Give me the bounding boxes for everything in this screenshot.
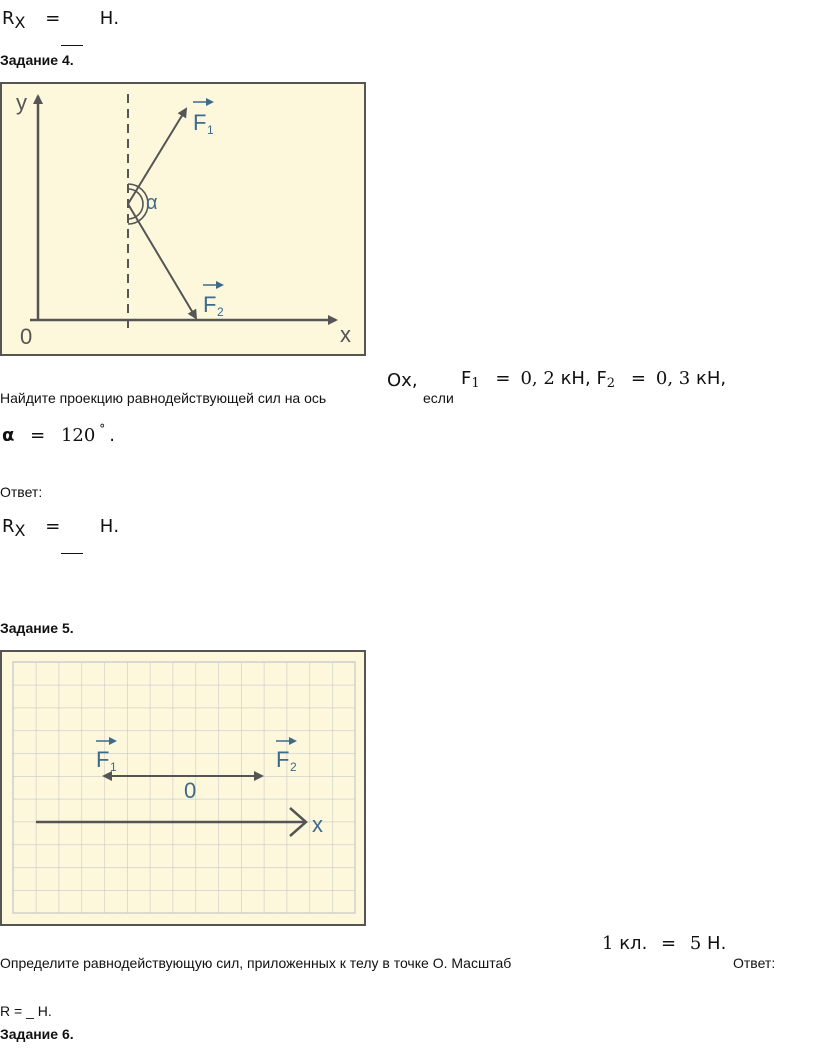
f2-formula-label: F	[596, 368, 607, 389]
task4-figure-frame	[1, 83, 365, 355]
f1-formula-subscript: 1	[471, 376, 480, 391]
task4-if-text: если	[423, 390, 454, 406]
f2-label: F	[276, 747, 290, 772]
task4-question-text: Найдите проекцию равнодействующей сил на ось	[0, 390, 327, 406]
alpha-equals: =	[30, 425, 46, 446]
scale-equals: =	[661, 933, 677, 954]
unit-label: Н.	[99, 8, 120, 29]
task5-question-text: Определите равнодействующую сил, приложенных к телу в точке О. Масштаб	[0, 955, 512, 971]
origin-label: 0	[184, 778, 197, 803]
f1-label: F	[96, 747, 110, 772]
task4-axis-formula: Ox,	[387, 370, 418, 391]
task4-diagram	[0, 82, 366, 356]
angle-alpha-label: α	[146, 192, 158, 214]
rx-subscript: X	[14, 13, 26, 32]
top-answer-formula	[2, 8, 120, 32]
y-axis-label: y	[16, 90, 27, 115]
task4-answer-label: Ответ:	[0, 484, 43, 500]
scale-value-unit: Н.	[707, 933, 727, 954]
task4-forces-formula	[461, 368, 726, 389]
alpha-degree: °	[99, 422, 106, 436]
rx-label: R	[2, 8, 15, 29]
answer-rx-subscript: X	[14, 521, 26, 540]
x-axis-label: x	[312, 812, 323, 837]
task5-diagram	[0, 650, 366, 926]
x-axis-label: x	[340, 322, 351, 347]
alpha-value: 120	[60, 425, 96, 446]
task5-title: Задание 5.	[0, 620, 74, 636]
task4-answer-underline	[61, 553, 83, 554]
f1-equals: =	[495, 368, 511, 389]
scale-value: 5	[689, 933, 702, 954]
f2-subscript: 2	[290, 760, 297, 774]
answer-equals-sign: =	[45, 516, 61, 537]
f2-subscript: 2	[217, 305, 224, 319]
task4-title: Задание 4.	[0, 52, 74, 68]
task4-figure	[0, 82, 366, 356]
task6-title: Задание 6.	[0, 1026, 74, 1042]
f1-formula-unit: кН,	[560, 368, 591, 389]
f1-label: F	[193, 110, 207, 135]
answer-unit-label: Н.	[99, 516, 120, 537]
origin-label: 0	[20, 324, 33, 349]
f1-subscript: 1	[207, 123, 214, 137]
f1-formula-value: 0, 2	[520, 368, 555, 389]
task5-scale-formula	[602, 933, 726, 954]
f2-equals: =	[630, 368, 646, 389]
f2-formula-unit: кН,	[696, 368, 727, 389]
task5-answer-label: Ответ:	[733, 955, 776, 971]
alpha-period: .	[109, 425, 116, 446]
answer-rx-label: R	[2, 516, 15, 537]
task5-answer-line: R = _ Н.	[0, 1003, 52, 1019]
f1-subscript: 1	[110, 760, 117, 774]
f2-label: F	[203, 292, 217, 317]
f2-formula-value: 0, 3	[655, 368, 691, 389]
scale-number: 1	[602, 933, 614, 954]
alpha-label: α	[2, 425, 15, 446]
top-answer-underline	[61, 45, 83, 46]
f2-formula-subscript: 2	[606, 376, 616, 391]
task4-alpha-formula	[2, 422, 116, 446]
equals-sign: =	[45, 8, 61, 29]
task4-answer-formula	[2, 516, 120, 540]
task5-figure	[0, 650, 366, 926]
scale-unit: кл.	[619, 933, 648, 954]
f1-formula-label: F	[461, 368, 472, 389]
